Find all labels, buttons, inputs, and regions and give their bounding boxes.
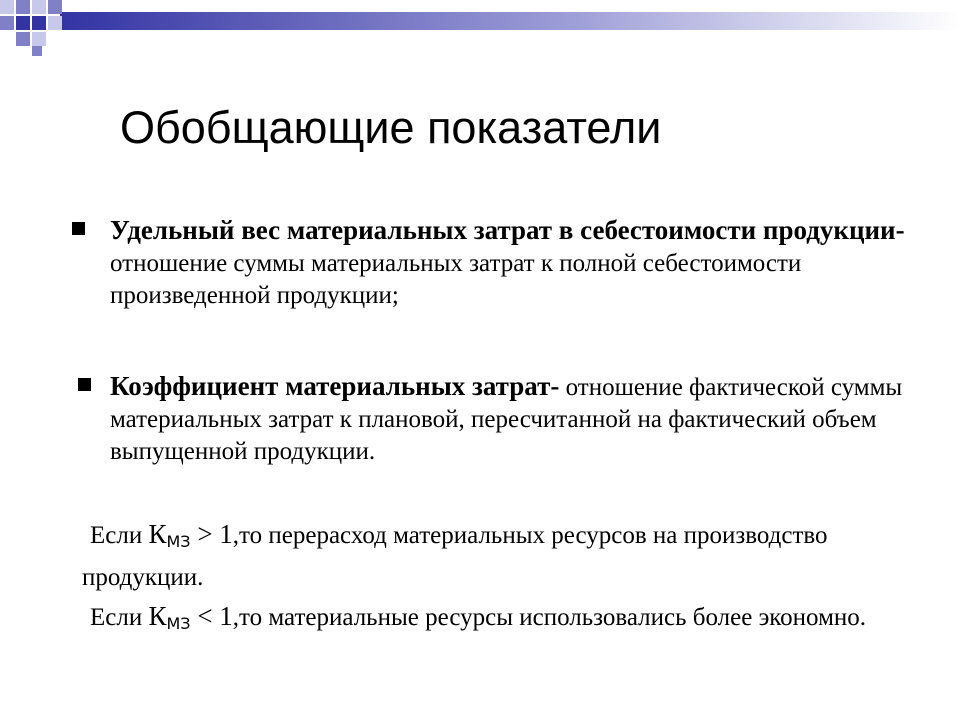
comparison-value: 1 — [219, 601, 233, 631]
deco-square — [32, 0, 46, 14]
gradient-bar — [60, 12, 960, 30]
coefficient-subscript: МЗ — [166, 614, 191, 633]
comparison-value: 1 — [219, 519, 233, 549]
bullet-item — [110, 370, 910, 468]
coefficient-symbol: К — [148, 519, 167, 549]
title-decoration — [0, 0, 960, 60]
deco-square — [32, 16, 46, 30]
slide-title: Обобщающие показатели — [120, 102, 662, 153]
coefficient-symbol: К — [148, 601, 167, 631]
bullet-definition: отношение фактической суммы материальных затрат к плановой, пересчитанной на фактический объем выпущенной продукции. — [110, 374, 903, 465]
condition-prefix: Если — [90, 604, 143, 631]
condition-prefix: Если — [90, 522, 143, 549]
bullet-square-icon — [72, 222, 85, 235]
deco-square — [16, 32, 30, 46]
deco-square — [32, 32, 46, 46]
condition-note — [82, 598, 902, 642]
condition-text: ,то перерасход материальных ресурсов на производство продукции. — [82, 522, 828, 591]
deco-square — [0, 16, 14, 30]
coefficient-formula — [148, 601, 232, 631]
deco-square — [16, 16, 30, 30]
bullet-definition: отношение суммы материальных затрат к полной себестоимости произведенной продукции; — [110, 250, 802, 309]
comparison-operator: < — [197, 601, 213, 631]
bullet-term: Коэффициент материальных затрат- — [110, 371, 560, 401]
deco-square — [32, 46, 42, 56]
coefficient-subscript: МЗ — [166, 532, 191, 551]
deco-square — [16, 0, 30, 14]
bullet-term: Удельный вес материальных затрат в себестоимости продукции- — [110, 215, 905, 245]
coefficient-formula — [148, 519, 232, 549]
deco-square — [48, 16, 62, 30]
bullet-item — [110, 214, 910, 312]
condition-note — [82, 516, 902, 596]
comparison-operator: > — [197, 519, 213, 549]
condition-text: ,то материальные ресурсы использовались более экономно. — [232, 604, 867, 631]
deco-square — [48, 0, 62, 14]
bullet-square-icon — [78, 378, 91, 391]
deco-square — [0, 0, 14, 14]
